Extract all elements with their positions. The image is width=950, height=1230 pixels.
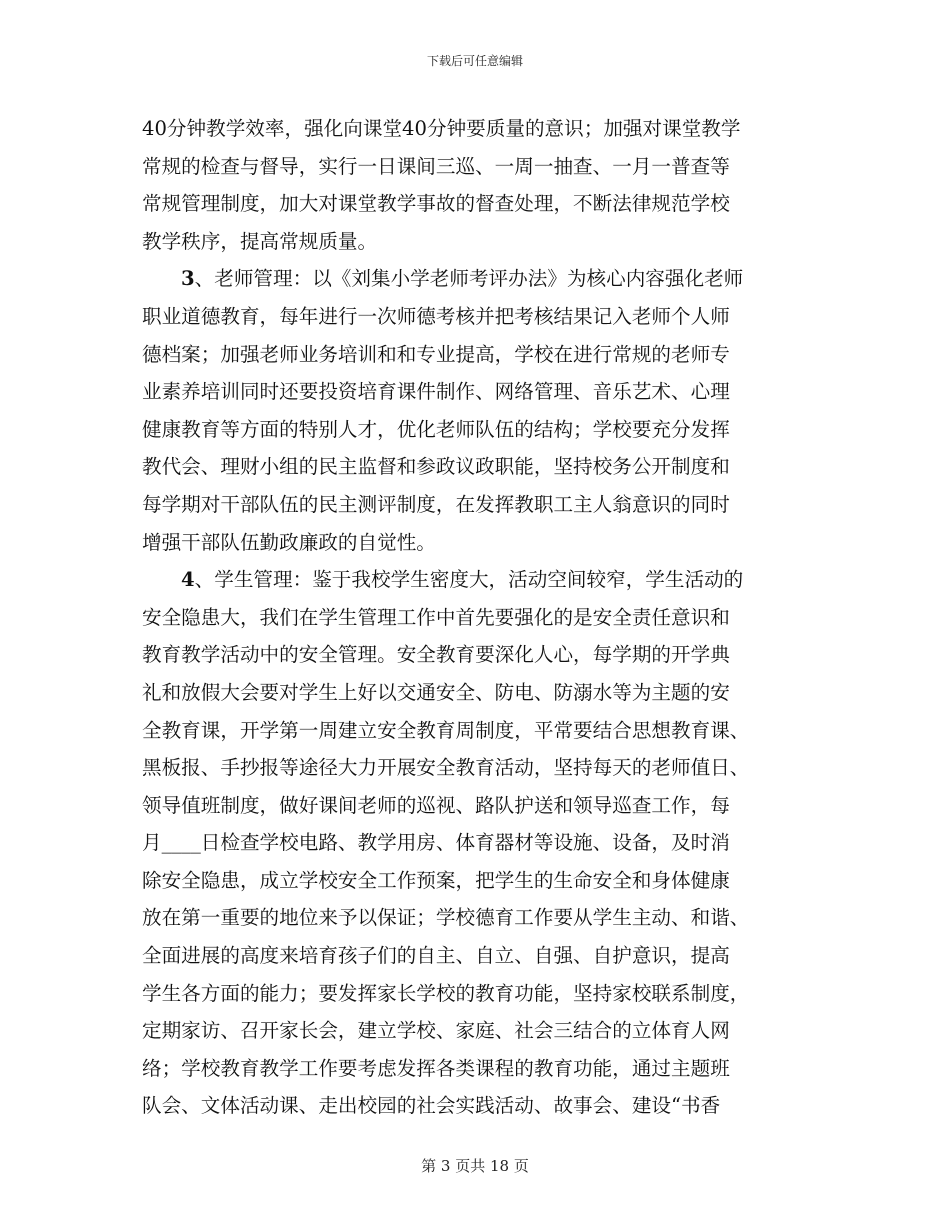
text-line: 学生各方面的能力；要发挥家长学校的教育功能，坚持家校联系制度，	[142, 981, 750, 1005]
text-line: 全面进展的高度来培育孩子们的自主、自立、自强、自护意识，提高	[142, 944, 730, 968]
paragraph-first-line	[142, 561, 810, 599]
text-line: 放在第一重要的地位来予以保证；学校德育工作要从学生主动、和谐、	[142, 906, 750, 930]
document-body	[142, 110, 810, 1125]
page-header: 下载后可任意编辑	[426, 54, 523, 68]
text-line: 教代会、理财小组的民主监督和参政议政职能，坚持校务公开制度和	[142, 455, 730, 479]
text-line: 黑板报、手抄报等途径大力开展安全教育活动，坚持每天的老师值日、	[142, 756, 750, 780]
paragraph-first-line	[142, 260, 810, 298]
text-line: 增强干部队伍勤政廉政的自觉性。	[142, 530, 436, 554]
text-line: 健康教育等方面的特别人才，优化老师队伍的结构；学校要充分发挥	[142, 417, 730, 441]
text-line: 40分钟教学效率，强化向课堂40分钟要质量的意识；加强对课堂教学	[142, 117, 741, 140]
text-line: 教育教学活动中的安全管理。安全教育要深化人心，每学期的开学典	[142, 643, 730, 667]
page-footer: 第 3 页共 18 页	[421, 1157, 529, 1175]
text-line: 领导值班制度，做好课间老师的巡视、路队护送和领导巡查工作，每	[142, 793, 730, 817]
text-line: 定期家访、召开家长会，建立学校、家庭、社会三结合的立体育人网	[142, 1019, 730, 1043]
text-line: 、学生管理：鉴于我校学生密度大，活动空间较窄，学生活动的	[194, 568, 744, 592]
text-line: 络；学校教育教学工作要考虑发挥各类课程的教育功能，通过主题班	[142, 1056, 730, 1080]
text-line: 职业道德教育，每年进行一次师德考核并把考核结果记入老师个人师	[142, 304, 730, 328]
text-line: 教学秩序，提高常规质量。	[142, 229, 378, 253]
text-line: 礼和放假大会要对学生上好以交通安全、防电、防溺水等为主题的安	[142, 680, 730, 704]
text-line: 月____日检查学校电路、教学用房、体育器材等设施、设备，及时消	[142, 831, 730, 855]
text-line: 队会、文体活动课、走出校园的社会实践活动、故事会、建设“书香	[142, 1094, 721, 1118]
text-line: 、老师管理：以《刘集小学老师考评办法》为核心内容强化老师	[194, 267, 744, 291]
text-line: 常规管理制度，加大对课堂教学事故的督查处理，不断法律规范学校	[142, 192, 730, 216]
text-line: 除安全隐患，成立学校安全工作预案，把学生的生命安全和身体健康	[142, 868, 730, 892]
paragraph-number: 4	[181, 568, 195, 592]
text-line: 每学期对干部队伍的民主测评制度，在发挥教职工主人翁意识的同时	[142, 492, 730, 516]
text-line: 安全隐患大，我们在学生管理工作中首先要强化的是安全责任意识和	[142, 605, 730, 629]
text-line: 德档案；加强老师业务培训和和专业提高，学校在进行常规的老师专	[142, 342, 730, 366]
text-line: 业素养培训同时还要投资培育课件制作、网络管理、音乐艺术、心理	[142, 380, 730, 404]
text-line: 全教育课，开学第一周建立安全教育周制度，平常要结合思想教育课、	[142, 718, 750, 742]
paragraph-number: 3	[181, 267, 195, 291]
text-line: 常规的检查与督导，实行一日课间三巡、一周一抽查、一月一普查等	[142, 154, 730, 178]
